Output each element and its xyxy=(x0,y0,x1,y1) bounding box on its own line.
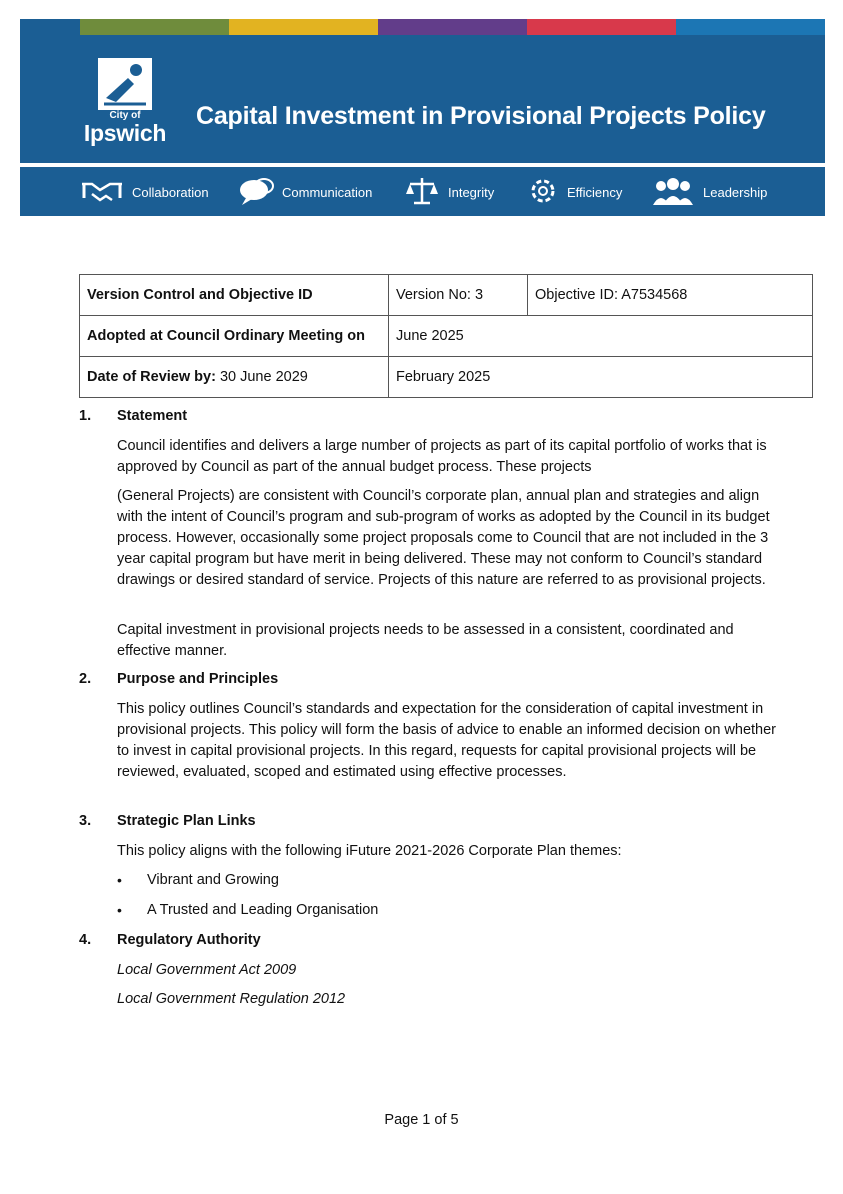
stripe-yellow xyxy=(229,19,378,35)
section-number: 3. xyxy=(79,813,92,829)
legislation-item: Local Government Act 2009 xyxy=(117,962,297,978)
color-stripes xyxy=(80,19,825,35)
objective-id: Objective ID: A7534568 xyxy=(528,275,813,316)
value-label: Leadership xyxy=(703,184,768,200)
review-label: Date of Review by: xyxy=(87,369,216,385)
statement-paragraph-3: Capital investment in provisional projects needs to be assessed in a consistent, coordinated and effective manner. xyxy=(117,622,734,659)
value-label: Efficiency xyxy=(567,184,623,200)
people-icon xyxy=(651,177,695,208)
value-label: Communication xyxy=(282,184,373,200)
logo-ipswich-text: Ipswich xyxy=(83,120,167,146)
section-title-statement: Statement xyxy=(117,408,188,424)
value-collaboration xyxy=(80,174,209,210)
stripe-blue xyxy=(676,19,825,35)
adopted-date: June 2025 xyxy=(389,316,813,357)
bullet-marker: • xyxy=(117,872,122,888)
table-row xyxy=(80,275,813,316)
value-leadership xyxy=(651,174,767,210)
table-row xyxy=(80,316,813,357)
version-control-table xyxy=(79,274,813,398)
purpose-paragraph: This policy outlines Council’s standards and expectation for the consideration of capital investment in provisional projects. This policy will form the basis of advice to enable an informed decision on whether to invest in capital provisional projects. In this regard, requests for capital provisional projects will be reviewed, evaluated, scoped and estimated using effective processes. xyxy=(117,701,777,780)
section-title-purpose: Purpose and Principles xyxy=(117,671,279,687)
section-title-strategic: Strategic Plan Links xyxy=(117,813,256,829)
handshake-icon xyxy=(80,178,124,207)
bullet-marker: • xyxy=(117,902,122,918)
stripe-green xyxy=(80,19,229,35)
legislation-item: Local Government Regulation 2012 xyxy=(117,991,346,1007)
strategic-paragraph: This policy aligns with the following iFuture 2021-2026 Corporate Plan themes: xyxy=(117,843,622,859)
list-item: A Trusted and Leading Organisation xyxy=(147,902,379,918)
adopted-label: Adopted at Council Ordinary Meeting on xyxy=(80,316,389,357)
logo-city-text: City of xyxy=(109,110,141,121)
value-label: Integrity xyxy=(448,184,495,200)
speech-bubbles-icon xyxy=(238,176,274,209)
section-number: 1. xyxy=(79,408,92,424)
stripe-purple xyxy=(378,19,527,35)
value-label: Collaboration xyxy=(132,184,209,200)
statement-paragraph-2: (General Projects) are consistent with Council’s corporate plan, annual plan and strategies and align with the intent of Council’s program and sub-program of works as adopted by the Council in its budget process. However, occasionally some project proposals come to Council that are not included in the 3 year capital program but have merit in being delivered. These may not conform to Council’s standard drawings or desired standard of service. Projects of this nature are referred to as provisional projects. xyxy=(117,488,770,588)
value-efficiency xyxy=(527,174,622,210)
city-of-ipswich-logo xyxy=(78,58,172,150)
review-date: 30 June 2029 xyxy=(215,369,308,385)
document-title: Capital Investment in Provisional Projects Policy xyxy=(196,102,766,130)
statement-paragraph-1: Council identifies and delivers a large number of projects as part of its capital portfolio of works that is approved by Council as part of the annual budget process. These projects xyxy=(117,438,767,475)
page-number: Page 1 of 5 xyxy=(384,1112,459,1128)
review-cell xyxy=(80,357,389,398)
section-number: 4. xyxy=(79,932,92,948)
i-logo-icon xyxy=(98,58,152,110)
section-number: 2. xyxy=(79,671,92,687)
table-row xyxy=(80,357,813,398)
scales-icon xyxy=(404,176,440,209)
version-control-label: Version Control and Objective ID xyxy=(80,275,389,316)
review-value: February 2025 xyxy=(389,357,813,398)
stripe-red xyxy=(527,19,676,35)
value-communication xyxy=(238,174,372,210)
list-item: Vibrant and Growing xyxy=(147,872,279,888)
version-number: Version No: 3 xyxy=(389,275,528,316)
gear-icon xyxy=(527,175,559,210)
section-title-regulatory: Regulatory Authority xyxy=(117,932,261,948)
value-integrity xyxy=(404,174,494,210)
